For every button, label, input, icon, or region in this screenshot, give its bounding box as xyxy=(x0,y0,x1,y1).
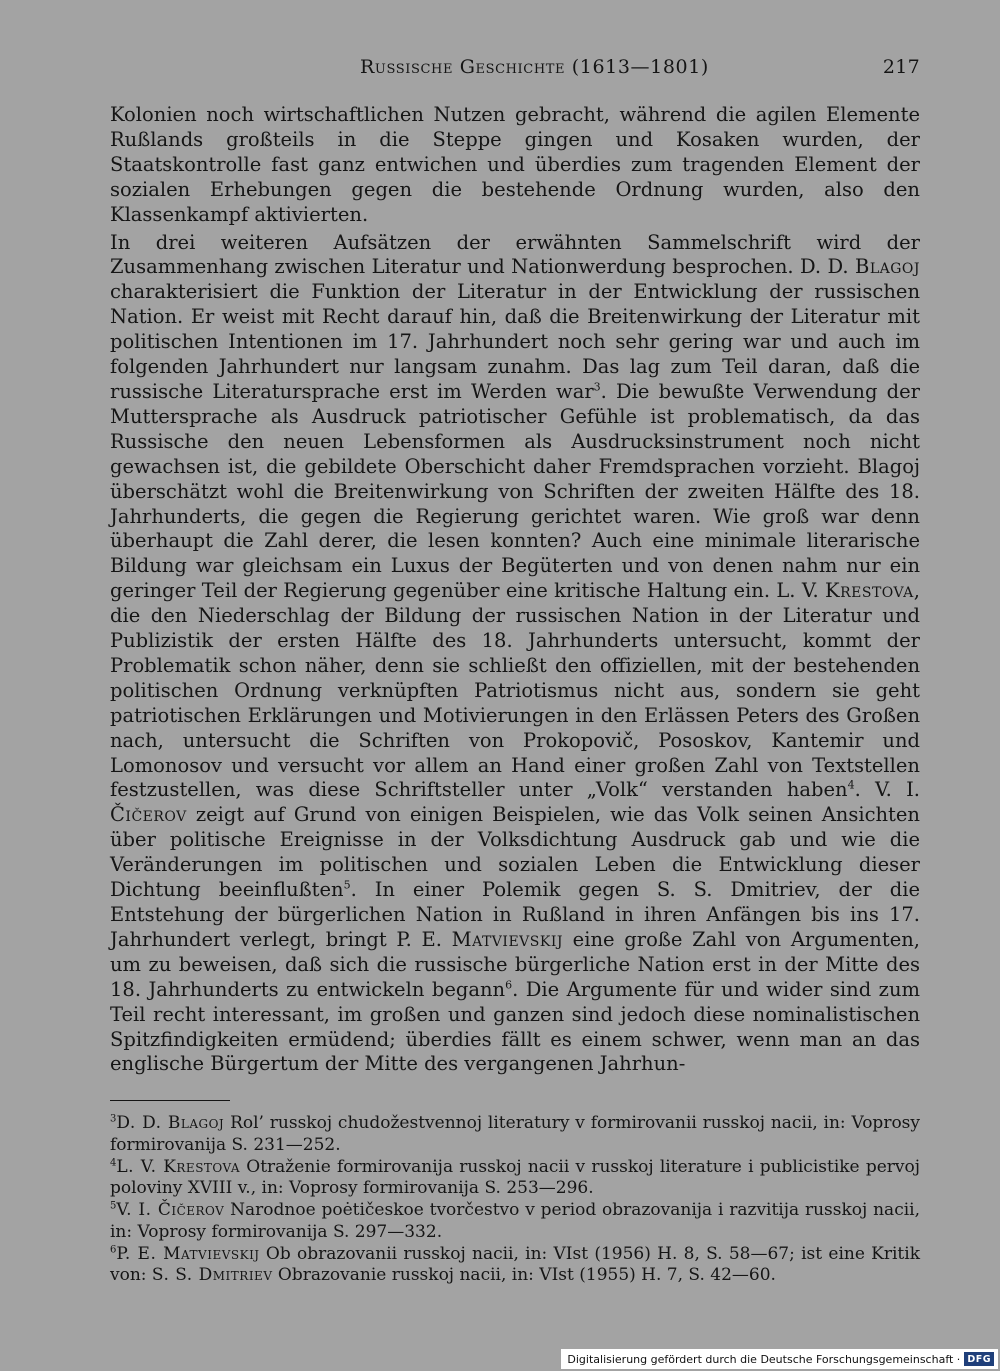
funding-text: Digitalisierung gefördert durch die Deutsche Forschungsgemeinschaft · xyxy=(567,1352,961,1366)
footnote-text: Ob obrazovanii russkoj nacii, in: VIst (1956) H. 8, S. 58—67; ist eine Kritik von: xyxy=(110,1243,920,1285)
footnote-ref[interactable]: 6 xyxy=(505,978,513,992)
footnote-mark: 6 xyxy=(110,1243,117,1255)
footnote-mark: 4 xyxy=(110,1156,117,1168)
footnote-author: P. E. Matvievskij xyxy=(116,1243,260,1264)
text-run: zeigt auf Grund von einigen Beispielen, wie das Volk seinen Ansichten über politische Ereignisse in der Volksdichtung Ausdruck gab und wie die Veränderungen im politischen und sozialen Leben die Entwicklung dieser Dichtung beeinflußten xyxy=(110,803,920,902)
footnote-ref[interactable]: 3 xyxy=(593,380,601,394)
text-run: . Die Argumente für und wider sind zum Teil recht interessant, im großen und ganzen sind jedoch diese nominalistischen Spitzfindigkeiten ermüdend; überdies fällt es einem schwer, wenn man an das englische Bürgertum der Mitte des vergangenen Jahrhun- xyxy=(110,977,920,1076)
author-name: Blagoj xyxy=(854,255,920,279)
dfg-logo-icon[interactable]: DFG xyxy=(964,1352,994,1366)
author-name: Krestova xyxy=(825,579,914,603)
footnote-text: Rol’ russkoj chudožestvennoj literatury v formirovanii russkoj nacii, in: Voprosy formirovanija S. 231—252. xyxy=(110,1113,921,1155)
author-name: Matvievskij xyxy=(451,927,563,951)
footnote-author: D. D. Blagoj xyxy=(116,1113,225,1133)
footnote-4 xyxy=(110,1157,920,1200)
text-run: . In einer Polemik gegen S. S. Dmitriev, der die Entstehung der bürgerlichen Nation in Rußland in ihren Anfängen bis ins 17. Jahrhundert verlegt, bringt P. E. xyxy=(110,878,920,951)
footnote-ref[interactable]: 4 xyxy=(847,778,855,792)
page-number: 217 xyxy=(882,56,920,78)
footnote-text: Narodnoe poėtičeskoe tvorčestvo v period obrazovanija i razvitija russkoj nacii, in: Voprosy formirovanija S. 297—332. xyxy=(110,1200,920,1242)
footnote-mark: 3 xyxy=(110,1113,117,1125)
author-name: Čičerov xyxy=(110,803,187,827)
footnote-text: Otraženie formirovanija russkoj nacii v russkoj literature i publicistike pervoj poloviny XVIII v., in: Voprosy formirovanija S. 253—296. xyxy=(110,1156,920,1198)
paragraph-1: Kolonien noch wirtschaftlichen Nutzen gebracht, während die agilen Elemente Rußlands großteils in die Steppe gingen und Kosaken wurden, der Staatskontrolle fast ganz entwichen und überdies zum tragenden Element der sozialen Erhebungen gegen die bestehende Ordnung wurden, also den Klassenkampf aktivierten. xyxy=(110,103,920,226)
text-run: eine große Zahl von Argumenten, um zu beweisen, daß sich die russische bürgerliche Nation erst in der Mitte des 18. Jahrhunderts zu entwickeln begann xyxy=(110,927,920,1001)
footnote-5 xyxy=(110,1200,920,1243)
footnote-author: V. I. Čičerov xyxy=(116,1200,225,1220)
footnote-ref[interactable]: 5 xyxy=(343,878,351,892)
funding-notice xyxy=(561,1349,998,1369)
paragraph-2 xyxy=(110,231,920,1078)
footnotes xyxy=(110,1113,920,1287)
text-run: In drei weiteren Aufsätzen der erwähnten Sammelschrift wird der Zusammenhang zwischen Literatur und Nationwerdung besprochen. D. D. xyxy=(110,230,920,279)
text-run: , die den Niederschlag der Bildung der russischen Nation in der Literatur und Publizistik der ersten Hälfte des 18. Jahrhunderts untersucht, kommt der Problematik schon näher, denn sie schließt den offiziellen, mit der bestehenden politischen Ordnung verknüpften Patriotismus nicht aus, sondern sie geht patriotischen Erklärungen und Motivierungen in den Erlässen Peters des Großen nach, untersucht die Schriften von Prokopovič, Pososkov, Kantemir und Lomonosov und versucht vor allem an Hand einer großen Zahl von Textstellen festzustellen, was diese Schriftsteller unter „Volk“ verstanden haben xyxy=(110,579,920,802)
footnote-author: L. V. Krestova xyxy=(116,1156,241,1177)
footnote-author: S. S. Dmitriev xyxy=(151,1265,273,1285)
text-run: . V. I. xyxy=(854,778,921,802)
footnote-3 xyxy=(110,1113,920,1156)
footnote-divider xyxy=(110,1100,230,1101)
footnote-text: Obrazovanie russkoj nacii, in: VIst (1955) H. 7, S. 42—60. xyxy=(272,1265,776,1285)
page-header xyxy=(110,56,920,82)
main-text xyxy=(110,103,920,1077)
footnote-mark: 5 xyxy=(110,1200,117,1212)
text-run: . Die bewußte Verwendung der Muttersprache als Ausdruck patriotischer Gefühle ist problematisch, da das Russische den neuen Lebensformen als Ausdrucksinstrument noch nicht gewachsen ist, die gebildete Oberschicht daher Fremdsprachen vorzieht. Blagoj überschätzt wohl die Breitenwirkung von Schriften der zweiten Hälfte des 18. Jahrhunderts, die gegen die Regierung gerichtet waren. Wie groß war denn überhaupt die Zahl derer, die lesen konnten? Auch eine minimale literarische Bildung war gleichsam ein Luxus der Begüterten und von denen nahm nur ein geringer Teil der Regierung gegenüber eine kritische Haltung ein. L. V. xyxy=(110,379,920,603)
footnote-6 xyxy=(110,1244,920,1287)
text-run: charakterisiert die Funktion der Literatur in der Entwicklung der russischen Nation. Er weist mit Recht darauf hin, daß die Breitenwirkung der Literatur mit politischen Intentionen im 17. Jahrhundert noch sehr gering war und auch im folgenden Jahrhundert nur langsam zunahm. Das lag zum Teil daran, daß die russische Literatursprache erst im Werden war xyxy=(110,280,920,403)
running-title: Russische Geschichte (1613—1801) xyxy=(360,56,709,78)
